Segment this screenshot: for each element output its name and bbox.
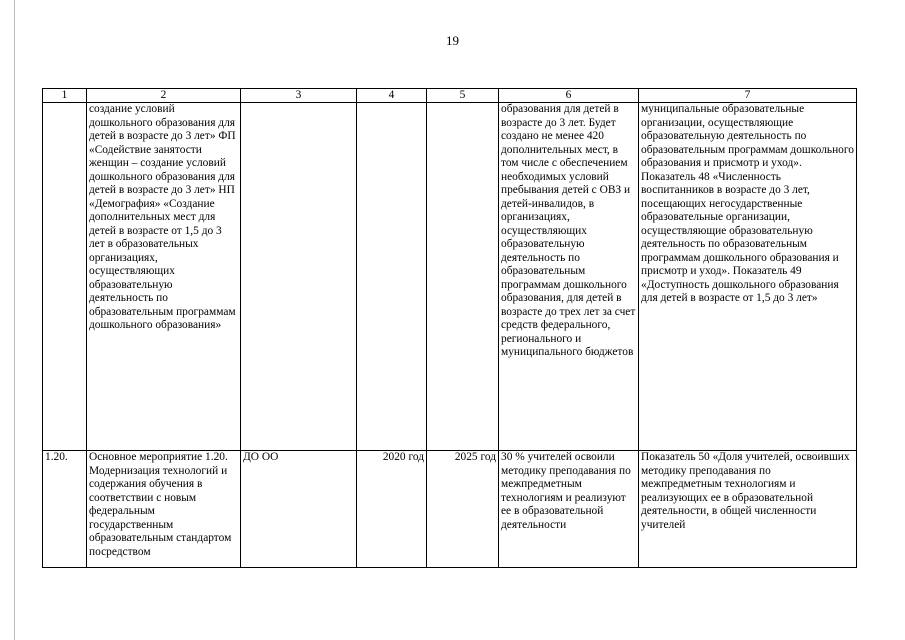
row-number-cell: 1.20. bbox=[43, 451, 87, 568]
column-number-6: 6 bbox=[499, 89, 639, 103]
expected-result-cell: 30 % учителей освоили методику преподавания по межпредметным технологиям и реализуют ее в образовательной деятельности bbox=[499, 451, 639, 568]
column-number-2: 2 bbox=[87, 89, 241, 103]
column-number-1: 1 bbox=[43, 89, 87, 103]
expected-result-cell: образования для детей в возрасте до 3 лет. Будет создано не менее 420 дополнительных мест, в том числе с обеспечением необходимых условий пребывания детей с ОВЗ и детей-инвалидов, в организациях, осуществляющих образовательную деятельность по образовательным программам дошкольного образования, для детей в возрасте до трех лет за счет средств федерального, регионального и муниципального бюджетов bbox=[499, 103, 639, 451]
end-year-cell bbox=[427, 103, 499, 451]
start-year-cell bbox=[357, 103, 427, 451]
row-number-cell bbox=[43, 103, 87, 451]
page-edge-line bbox=[14, 0, 15, 640]
activity-name-cell: создание условий дошкольного образования для детей в возрасте до 3 лет» ФП «Содействие занятости женщин – создание условий дошкольного образования для детей в возрасте до 3 лет» НП «Демография» «Создание дополнительных мест для детей в возрасте от 1,5 до 3 лет в образовательных организациях, осуществляющих образовательную деятельность по образовательным программам дошкольного образования» bbox=[87, 103, 241, 451]
indicator-cell: муниципальные образовательные организации, осуществляющие образовательную деятельность по образовательным программам дошкольного образования и присмотр и уход». Показатель 48 «Численность воспитанников в возрасте до 3 лет, посещающих негосударственные образовательные организации, осуществляющие образовательную деятельность по образовательным программам дошкольного образования и присмотр и уход». Показатель 49 «Доступность дошкольного образования для детей в возрасте от 1,5 до 3 лет» bbox=[639, 103, 857, 451]
table-header-row bbox=[43, 89, 857, 103]
table-row bbox=[43, 103, 857, 451]
column-number-4: 4 bbox=[357, 89, 427, 103]
start-year-cell: 2020 год bbox=[357, 451, 427, 568]
program-table bbox=[42, 88, 857, 568]
end-year-cell: 2025 год bbox=[427, 451, 499, 568]
executor-cell bbox=[241, 103, 357, 451]
page-number: 19 bbox=[446, 33, 459, 48]
executor-cell: ДО ОО bbox=[241, 451, 357, 568]
column-number-5: 5 bbox=[427, 89, 499, 103]
column-number-7: 7 bbox=[639, 89, 857, 103]
table-row bbox=[43, 451, 857, 568]
indicator-cell: Показатель 50 «Доля учителей, освоивших методику преподавания по межпредметным технологиям и реализующих ее в образовательной деятельности, в общей численности учителей bbox=[639, 451, 857, 568]
activity-name-cell: Основное мероприятие 1.20. Модернизация технологий и содержания обучения в соответствии с новым федеральным государственным образовательным стандартом посредством bbox=[87, 451, 241, 568]
column-number-3: 3 bbox=[241, 89, 357, 103]
